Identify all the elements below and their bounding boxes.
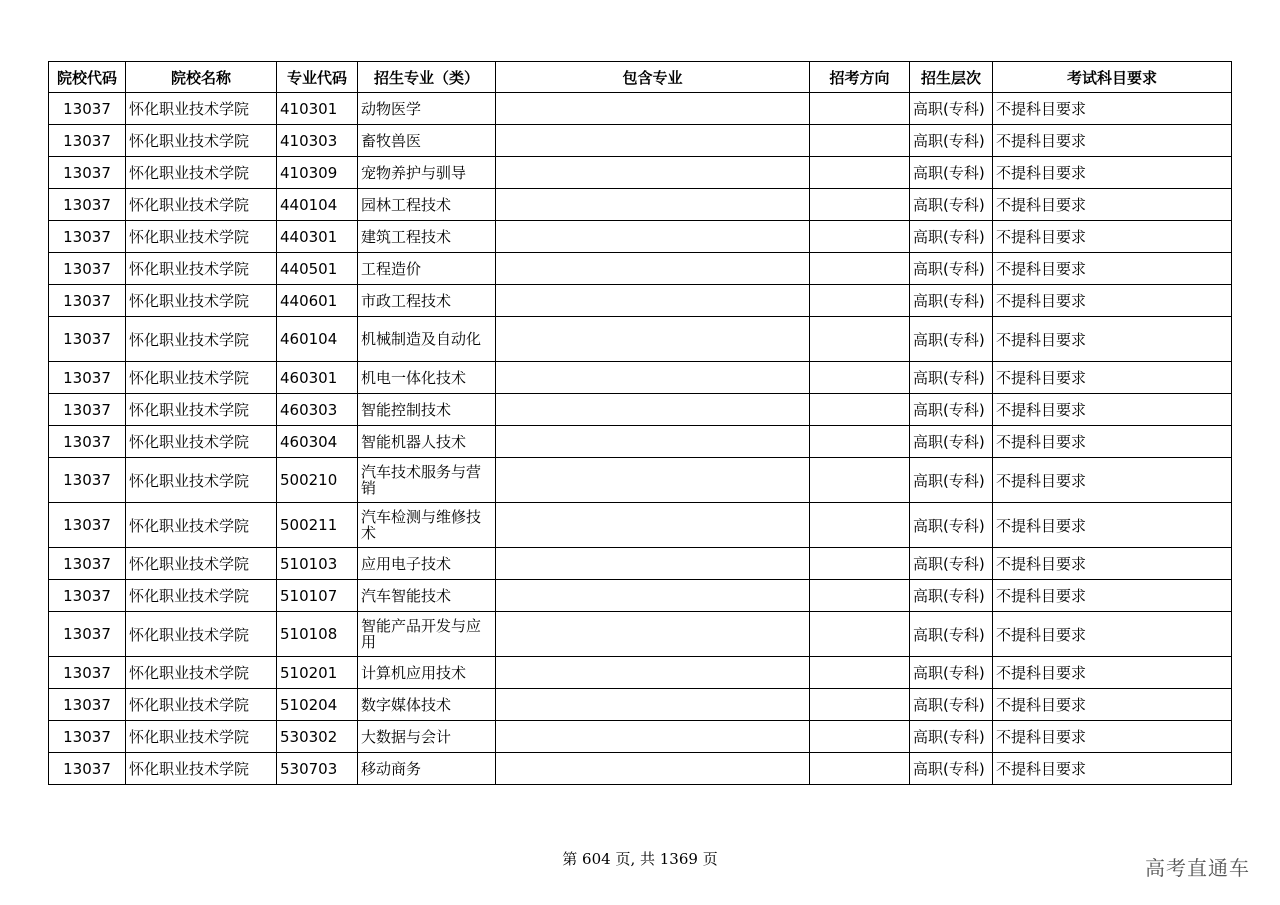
table-row: [49, 394, 1232, 426]
cell-major: 市政工程技术: [358, 285, 496, 317]
cell-requirement: 不提科目要求: [993, 157, 1232, 189]
cell-major-code: 440301: [277, 221, 358, 253]
cell-included-majors: [496, 253, 810, 285]
cell-school-code: 13037: [49, 612, 126, 657]
cell-level: 高职(专科): [910, 458, 993, 503]
cell-school-name: 怀化职业技术学院: [126, 426, 277, 458]
cell-school-code: 13037: [49, 580, 126, 612]
cell-school-name: 怀化职业技术学院: [126, 157, 277, 189]
cell-major: 汽车检测与维修技术: [358, 503, 496, 548]
table-row: [49, 157, 1232, 189]
table-row: [49, 93, 1232, 125]
cell-major: 建筑工程技术: [358, 221, 496, 253]
cell-major: 机电一体化技术: [358, 362, 496, 394]
cell-school-code: 13037: [49, 503, 126, 548]
cell-major-code: 460304: [277, 426, 358, 458]
cell-level: 高职(专科): [910, 689, 993, 721]
cell-school-name: 怀化职业技术学院: [126, 253, 277, 285]
cell-major-code: 500210: [277, 458, 358, 503]
cell-level: 高职(专科): [910, 753, 993, 785]
cell-major: 宠物养护与驯导: [358, 157, 496, 189]
cell-included-majors: [496, 753, 810, 785]
cell-direction: [810, 285, 910, 317]
cell-included-majors: [496, 689, 810, 721]
table-row: [49, 548, 1232, 580]
cell-level: 高职(专科): [910, 362, 993, 394]
cell-school-name: 怀化职业技术学院: [126, 189, 277, 221]
cell-requirement: 不提科目要求: [993, 721, 1232, 753]
cell-school-name: 怀化职业技术学院: [126, 285, 277, 317]
cell-school-code: 13037: [49, 253, 126, 285]
cell-requirement: 不提科目要求: [993, 753, 1232, 785]
cell-included-majors: [496, 426, 810, 458]
cell-major: 大数据与会计: [358, 721, 496, 753]
cell-school-code: 13037: [49, 548, 126, 580]
cell-major-code: 410303: [277, 125, 358, 157]
cell-direction: [810, 458, 910, 503]
table-row: [49, 189, 1232, 221]
cell-major-code: 460104: [277, 317, 358, 362]
cell-direction: [810, 394, 910, 426]
cell-school-code: 13037: [49, 426, 126, 458]
cell-major: 智能产品开发与应用: [358, 612, 496, 657]
header-major: 招生专业（类）: [358, 62, 496, 93]
table-row: [49, 657, 1232, 689]
watermark-logo-text: 高考直通车: [1145, 856, 1250, 880]
table-row: [49, 721, 1232, 753]
cell-included-majors: [496, 157, 810, 189]
cell-school-name: 怀化职业技术学院: [126, 125, 277, 157]
table-row: [49, 125, 1232, 157]
cell-level: 高职(专科): [910, 394, 993, 426]
cell-major-code: 410301: [277, 93, 358, 125]
cell-major-code: 440601: [277, 285, 358, 317]
cell-school-code: 13037: [49, 753, 126, 785]
table-row: [49, 285, 1232, 317]
cell-major-code: 500211: [277, 503, 358, 548]
cell-level: 高职(专科): [910, 285, 993, 317]
table-row: [49, 253, 1232, 285]
cell-school-code: 13037: [49, 157, 126, 189]
cell-school-code: 13037: [49, 125, 126, 157]
cell-level: 高职(专科): [910, 721, 993, 753]
cell-level: 高职(专科): [910, 221, 993, 253]
cell-school-name: 怀化职业技术学院: [126, 612, 277, 657]
cell-included-majors: [496, 503, 810, 548]
cell-direction: [810, 689, 910, 721]
cell-school-code: 13037: [49, 221, 126, 253]
cell-requirement: 不提科目要求: [993, 612, 1232, 657]
cell-requirement: 不提科目要求: [993, 189, 1232, 221]
enrollment-table: [48, 61, 1232, 785]
cell-major-code: 510107: [277, 580, 358, 612]
cell-school-name: 怀化职业技术学院: [126, 362, 277, 394]
cell-major-code: 410309: [277, 157, 358, 189]
cell-school-name: 怀化职业技术学院: [126, 317, 277, 362]
cell-school-code: 13037: [49, 657, 126, 689]
table-row: [49, 362, 1232, 394]
cell-school-code: 13037: [49, 285, 126, 317]
cell-major-code: 440104: [277, 189, 358, 221]
cell-school-name: 怀化职业技术学院: [126, 93, 277, 125]
cell-level: 高职(专科): [910, 503, 993, 548]
cell-school-name: 怀化职业技术学院: [126, 503, 277, 548]
table-row: [49, 503, 1232, 548]
cell-requirement: 不提科目要求: [993, 253, 1232, 285]
cell-direction: [810, 253, 910, 285]
cell-level: 高职(专科): [910, 426, 993, 458]
cell-requirement: 不提科目要求: [993, 689, 1232, 721]
cell-level: 高职(专科): [910, 253, 993, 285]
cell-major: 汽车技术服务与营销: [358, 458, 496, 503]
cell-level: 高职(专科): [910, 189, 993, 221]
cell-direction: [810, 548, 910, 580]
cell-requirement: 不提科目要求: [993, 362, 1232, 394]
header-direction: 招考方向: [810, 62, 910, 93]
cell-direction: [810, 426, 910, 458]
cell-direction: [810, 721, 910, 753]
cell-school-code: 13037: [49, 458, 126, 503]
table-row: [49, 689, 1232, 721]
cell-included-majors: [496, 612, 810, 657]
cell-school-name: 怀化职业技术学院: [126, 394, 277, 426]
table-row: [49, 221, 1232, 253]
page-number: 第 604 页, 共 1369 页: [562, 850, 718, 868]
cell-included-majors: [496, 362, 810, 394]
cell-major: 动物医学: [358, 93, 496, 125]
cell-direction: [810, 189, 910, 221]
cell-direction: [810, 612, 910, 657]
header-school-name: 院校名称: [126, 62, 277, 93]
cell-school-code: 13037: [49, 362, 126, 394]
cell-direction: [810, 93, 910, 125]
cell-level: 高职(专科): [910, 612, 993, 657]
cell-direction: [810, 657, 910, 689]
cell-level: 高职(专科): [910, 93, 993, 125]
cell-requirement: 不提科目要求: [993, 285, 1232, 317]
cell-level: 高职(专科): [910, 317, 993, 362]
cell-included-majors: [496, 221, 810, 253]
cell-major-code: 530703: [277, 753, 358, 785]
cell-requirement: 不提科目要求: [993, 125, 1232, 157]
cell-school-code: 13037: [49, 93, 126, 125]
cell-included-majors: [496, 721, 810, 753]
cell-direction: [810, 125, 910, 157]
cell-school-name: 怀化职业技术学院: [126, 657, 277, 689]
cell-included-majors: [496, 394, 810, 426]
table-row: [49, 426, 1232, 458]
cell-level: 高职(专科): [910, 125, 993, 157]
cell-major-code: 510103: [277, 548, 358, 580]
cell-major: 计算机应用技术: [358, 657, 496, 689]
table-row: [49, 458, 1232, 503]
cell-major: 园林工程技术: [358, 189, 496, 221]
cell-included-majors: [496, 93, 810, 125]
cell-school-name: 怀化职业技术学院: [126, 458, 277, 503]
cell-requirement: 不提科目要求: [993, 317, 1232, 362]
cell-level: 高职(专科): [910, 157, 993, 189]
cell-major: 移动商务: [358, 753, 496, 785]
cell-direction: [810, 580, 910, 612]
cell-included-majors: [496, 189, 810, 221]
cell-school-name: 怀化职业技术学院: [126, 689, 277, 721]
cell-major: 机械制造及自动化: [358, 317, 496, 362]
cell-school-name: 怀化职业技术学院: [126, 548, 277, 580]
cell-included-majors: [496, 580, 810, 612]
cell-requirement: 不提科目要求: [993, 426, 1232, 458]
cell-school-name: 怀化职业技术学院: [126, 221, 277, 253]
cell-major-code: 530302: [277, 721, 358, 753]
cell-level: 高职(专科): [910, 548, 993, 580]
cell-school-code: 13037: [49, 721, 126, 753]
cell-included-majors: [496, 458, 810, 503]
cell-direction: [810, 503, 910, 548]
table-body: [49, 93, 1232, 785]
cell-major-code: 510108: [277, 612, 358, 657]
cell-requirement: 不提科目要求: [993, 458, 1232, 503]
table-row: [49, 753, 1232, 785]
cell-major: 数字媒体技术: [358, 689, 496, 721]
cell-major-code: 440501: [277, 253, 358, 285]
cell-included-majors: [496, 285, 810, 317]
cell-level: 高职(专科): [910, 657, 993, 689]
header-included-majors: 包含专业: [496, 62, 810, 93]
cell-major-code: 510201: [277, 657, 358, 689]
cell-major-code: 460301: [277, 362, 358, 394]
cell-major-code: 460303: [277, 394, 358, 426]
cell-included-majors: [496, 317, 810, 362]
cell-included-majors: [496, 548, 810, 580]
cell-major: 智能控制技术: [358, 394, 496, 426]
table-header-row: [49, 62, 1232, 93]
cell-school-code: 13037: [49, 394, 126, 426]
cell-requirement: 不提科目要求: [993, 93, 1232, 125]
cell-school-code: 13037: [49, 189, 126, 221]
header-major-code: 专业代码: [277, 62, 358, 93]
cell-school-code: 13037: [49, 317, 126, 362]
cell-school-name: 怀化职业技术学院: [126, 580, 277, 612]
cell-major: 应用电子技术: [358, 548, 496, 580]
cell-direction: [810, 157, 910, 189]
cell-requirement: 不提科目要求: [993, 221, 1232, 253]
cell-requirement: 不提科目要求: [993, 657, 1232, 689]
cell-requirement: 不提科目要求: [993, 580, 1232, 612]
cell-direction: [810, 753, 910, 785]
cell-requirement: 不提科目要求: [993, 394, 1232, 426]
cell-major: 汽车智能技术: [358, 580, 496, 612]
cell-level: 高职(专科): [910, 580, 993, 612]
cell-direction: [810, 317, 910, 362]
table-row: [49, 580, 1232, 612]
table-row: [49, 612, 1232, 657]
table-row: [49, 317, 1232, 362]
cell-school-name: 怀化职业技术学院: [126, 753, 277, 785]
cell-included-majors: [496, 657, 810, 689]
header-level: 招生层次: [910, 62, 993, 93]
header-school-code: 院校代码: [49, 62, 126, 93]
cell-major: 智能机器人技术: [358, 426, 496, 458]
cell-direction: [810, 221, 910, 253]
cell-included-majors: [496, 125, 810, 157]
cell-major: 畜牧兽医: [358, 125, 496, 157]
cell-requirement: 不提科目要求: [993, 548, 1232, 580]
cell-school-code: 13037: [49, 689, 126, 721]
cell-major: 工程造价: [358, 253, 496, 285]
cell-school-name: 怀化职业技术学院: [126, 721, 277, 753]
header-requirement: 考试科目要求: [993, 62, 1232, 93]
cell-major-code: 510204: [277, 689, 358, 721]
cell-requirement: 不提科目要求: [993, 503, 1232, 548]
cell-direction: [810, 362, 910, 394]
